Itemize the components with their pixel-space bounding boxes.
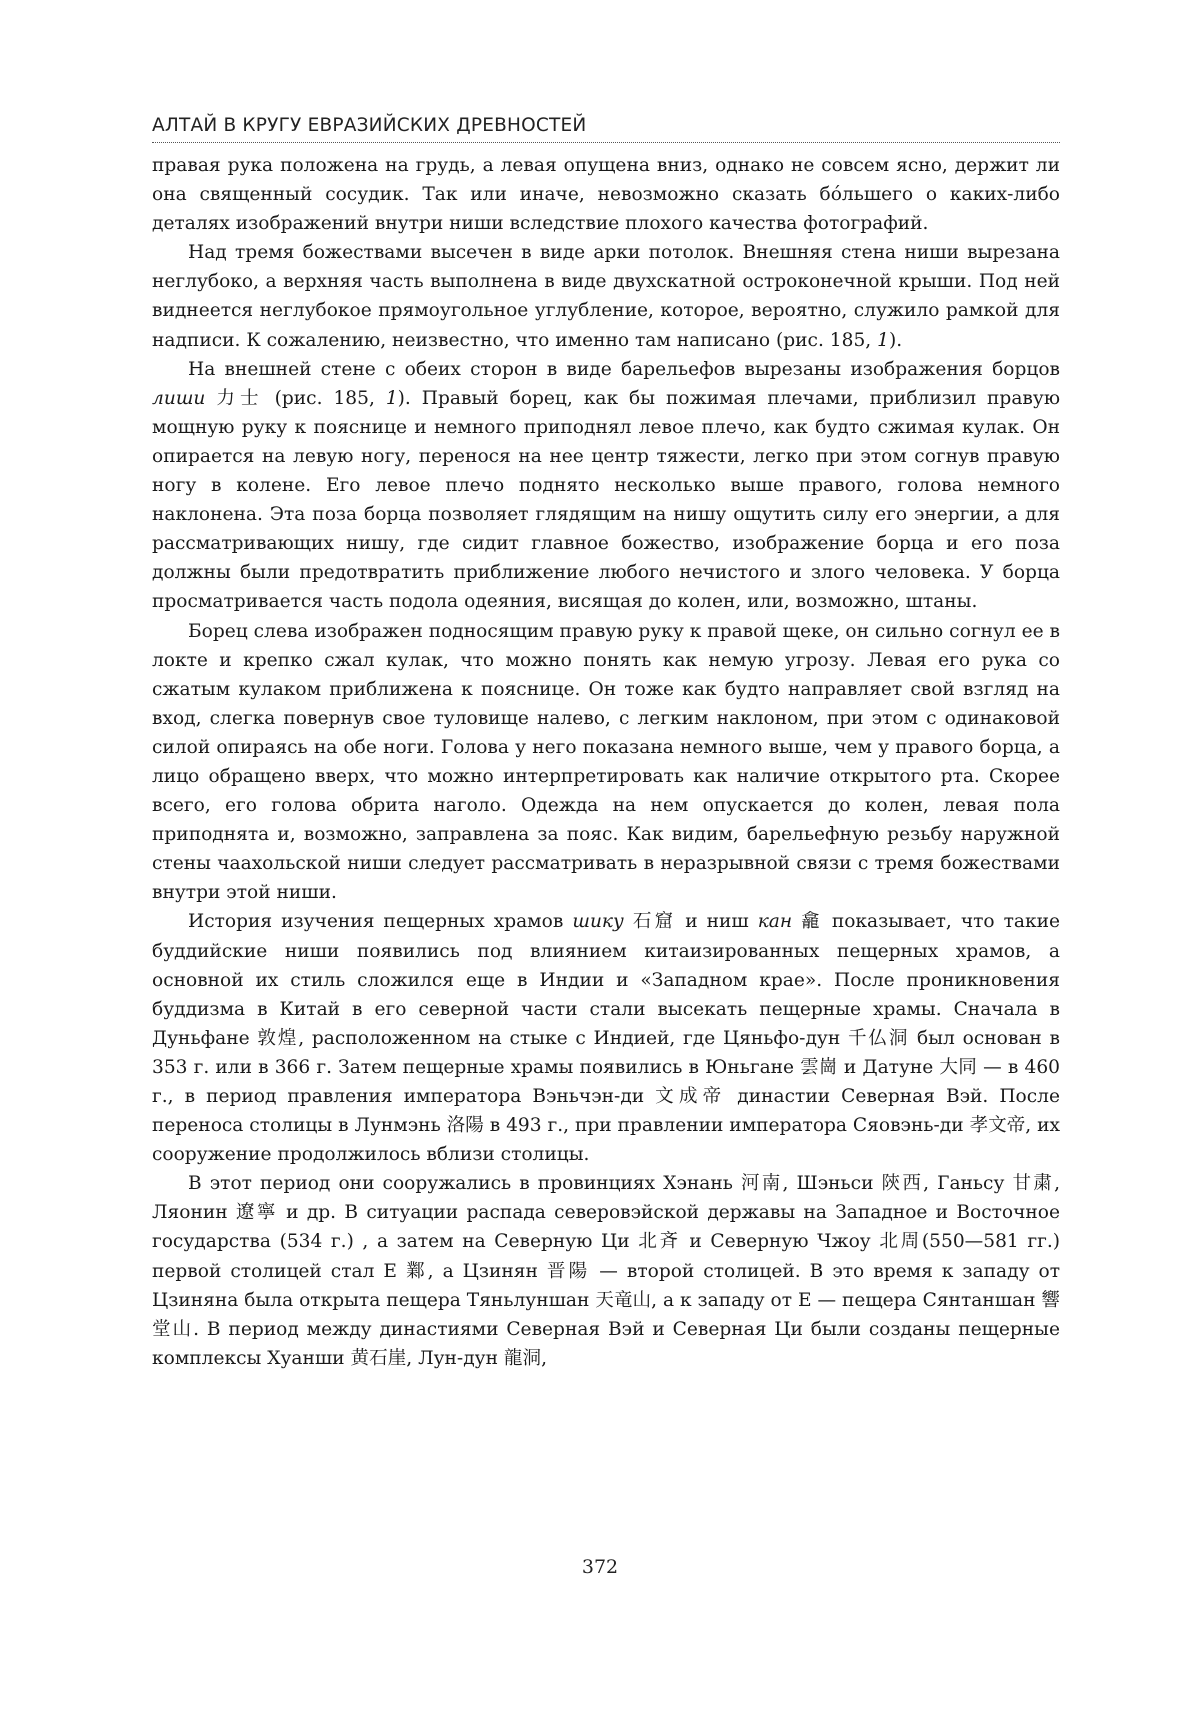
paragraph-3: На внешней стене с обеих сторон в виде барельефов вырезаны изображения борцов лиши 力士 (рис. 185, 1). Правый борец, как бы пожимая плечами, приблизил правую мощную руку к пояснице и немного приподнял левое плечо, как будто сжимая кулак. Он опирается на левую ногу, перенося на нее центр тяжести, легко при этом согнув правую ногу в колене. Его левое плечо поднято несколько выше правого, голова немного наклонена. Эта поза борца позволяет глядящим на нишу ощутить силу его энергии, а для рассматривающих нишу, где сидит главное божество, изображение борца и его поза должны были предотвратить приближение любого нечистого и злого человека. У борца просматривается часть подола одеяния, висящая до колен, или, возможно, штаны. bbox=[152, 358, 1061, 613]
paragraph-6: В этот период они сооружались в провинциях Хэнань 河南, Шэньси 陝西, Ганьсу 甘粛, Ляонин 遼寧 и др. В ситуации распада северовэйской державы на Западное и Восточное государства (534 г.) , а затем на Северную Ци 北斉 и Северную Чжоу 北周(550—581 гг.) первой столицей стал Е 鄴, а Цзинян 晋陽 — второй столицей. В это время к западу от Цзиняна была открыта пещера Тяньлуншан 天竜山, а к западу от Е — пещера Сянтаншан 響堂山. В период между династиями Северная Вэй и Северная Ци были созданы пещерные комплексы Хуанши 黄石崖, Лун-дун 龍洞, bbox=[152, 1173, 1060, 1369]
paragraph-5: История изучения пещерных храмов шику 石窟 и ниш кан 龕 показывает, что такие буддийские ниши появились под влиянием китаизированных пещерных храмов, а основной их стиль сложился еще в Индии и «Западном крае». После проникновения буддизма в Китай в его северной части стали высекать пещерные храмы. Сначала в Дуньфане 敦煌, расположенном на стыке с Индией, где Цяньфо-дун 千仏洞 был основан в 353 г. или в 366 г. Затем пещерные храмы появились в Юньгане 雲崗 и Датуне 大同 — в 460 г., в период правления императора Вэньчэн-ди 文成帝 династии Северная Вэй. После переноса столицы в Лунмэнь 洛陽 в 493 г., при правлении императора Сяовэнь-ди 孝文帝, их сооружение продолжилось вблизи столицы. bbox=[152, 911, 1061, 1166]
paragraph-1: правая рука положена на грудь, а левая опущена вниз, однако не совсем ясно, держит ли она священный сосудик. Так или иначе, невозможно сказать бо́льшего о каких-либо деталях изображений внутри ниши вследствие плохого качества фотографий. bbox=[152, 155, 1060, 235]
paragraph-4: Борец слева изображен подносящим правую руку к правой щеке, он сильно согнул ее в локте и крепко сжал кулак, что можно понять как немую угрозу. Левая его рука со сжатым кулаком приближена к пояснице. Он тоже как будто направляет свой взгляд на вход, слегка повернув свое туловище налево, с легким наклоном, при этом с одинаковой силой опираясь на обе ноги. Голова у него показана немного выше, чем у правого борца, а лицо обращено вверх, что можно интерпретировать как наличие открытого рта. Скорее всего, его голова обрита наголо. Одежда на нем опускается до колен, левая пола приподнята и, возможно, заправлена за пояс. Как видим, барельефную резьбу наружной стены чаахольской ниши следует рассматривать в неразрывной связи с тремя божествами внутри этой ниши. bbox=[152, 620, 1060, 904]
paragraph-2: Над тремя божествами высечен в виде арки потолок. Внешняя стена ниши вырезана неглубоко, а верхняя часть выполнена в виде двухскатной остроконечной крыши. Под ней виднеется неглубокое прямоугольное углубление, которое, вероятно, служило рамкой для надписи. К сожалению, неизвестно, что именно там написано (рис. 185, 1). bbox=[152, 242, 1060, 351]
page-content bbox=[152, 112, 1060, 1373]
figure-ref-italic: 1 bbox=[385, 387, 398, 409]
running-header: АЛТАЙ В КРУГУ ЕВРАЗИЙСКИХ ДРЕВНОСТЕЙ bbox=[152, 112, 1060, 143]
page-number: 372 bbox=[581, 1556, 619, 1578]
body-text bbox=[152, 151, 1060, 1373]
term-italic: лиши bbox=[152, 387, 206, 409]
term-italic: кан bbox=[757, 911, 793, 933]
term-italic: шику bbox=[572, 911, 624, 933]
figure-ref-italic: 1 bbox=[877, 329, 889, 351]
